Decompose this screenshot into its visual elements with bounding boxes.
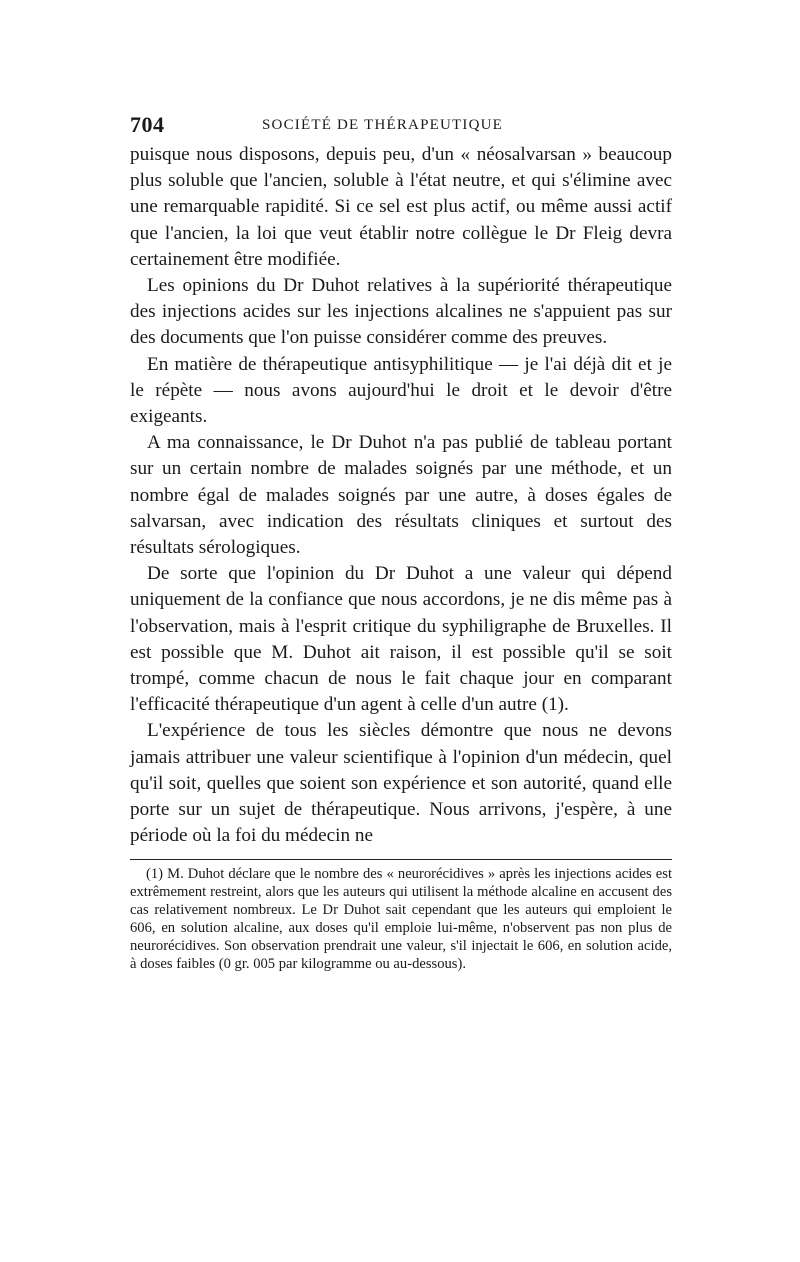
page-number: 704	[130, 112, 165, 137]
paragraph-3: En matière de thérapeutique antisyphilitique — je l'ai déjà dit et je le répète — nous avons aujourd'hui le droit et le devoir d'être exigeants.	[130, 353, 672, 428]
document-page	[130, 112, 672, 974]
running-header	[130, 112, 672, 142]
body-text	[130, 142, 672, 849]
paragraph-5: De sorte que l'opinion du Dr Duhot a une valeur qui dépend uniquement de la confiance que nous accordons, je ne dis même pas à l'observation, mais à l'esprit critique du syphiligraphe de Bruxelles. Il est possible que M. Duhot ait raison, il est possible qu'il se soit trompé, comme chacun de nous le fait chaque jour en comparant l'efficacité thérapeutique d'un agent à celle d'un autre (1).	[130, 563, 672, 716]
header-title: SOCIÉTÉ DE THÉRAPEUTIQUE	[262, 117, 504, 133]
footnote-text: (1) M. Duhot déclare que le nombre des « neurorécidives » après les injections acides est extrêmement restreint, alors que les auteurs qui utilisent la méthode alcaline en accusent des cas relativement nombreux. Le Dr Duhot sait cependant que les auteurs qui emploient le 606, en solution alcaline, aux doses qu'il emploie lui-même, n'observent pas non plus de neurorécidives. Son observation prendrait une valeur, s'il injectait le 606, en solution acide, à doses faibles (0 gr. 005 par kilogramme ou au-dessous).	[130, 866, 672, 973]
paragraph-2: Les opinions du Dr Duhot relatives à la supériorité thérapeutique des injections acides sur les injections alcalines ne s'appuient pas sur des documents que l'on puisse considérer comme des preuves.	[130, 275, 672, 349]
paragraph-6: L'expérience de tous les siècles démontre que nous ne devons jamais attribuer une valeur scientifique à l'opinion d'un médecin, quel qu'il soit, quelles que soient son expérience et son autorité, quand elle porte sur un sujet de thérapeutique. Nous arrivons, j'espère, à une période où la foi du médecin ne	[130, 720, 672, 847]
footnote-divider	[130, 859, 672, 860]
footnote	[130, 866, 672, 973]
paragraph-4: A ma connaissance, le Dr Duhot n'a pas publié de tableau portant sur un certain nombre de malades soignés par une méthode, et un nombre égal de malades soignés par une autre, à doses égales de salvarsan, avec indication des résultats cliniques et surtout des résultats sérologiques.	[130, 432, 672, 559]
paragraph-1: puisque nous disposons, depuis peu, d'un « néosalvarsan » beaucoup plus soluble que l'ancien, soluble à l'état neutre, et qui s'élimine avec une remarquable rapidité. Si ce sel est plus actif, ou même aussi actif que l'ancien, la loi que veut établir notre collègue le Dr Fleig devra certainement être modifiée.	[130, 144, 672, 270]
